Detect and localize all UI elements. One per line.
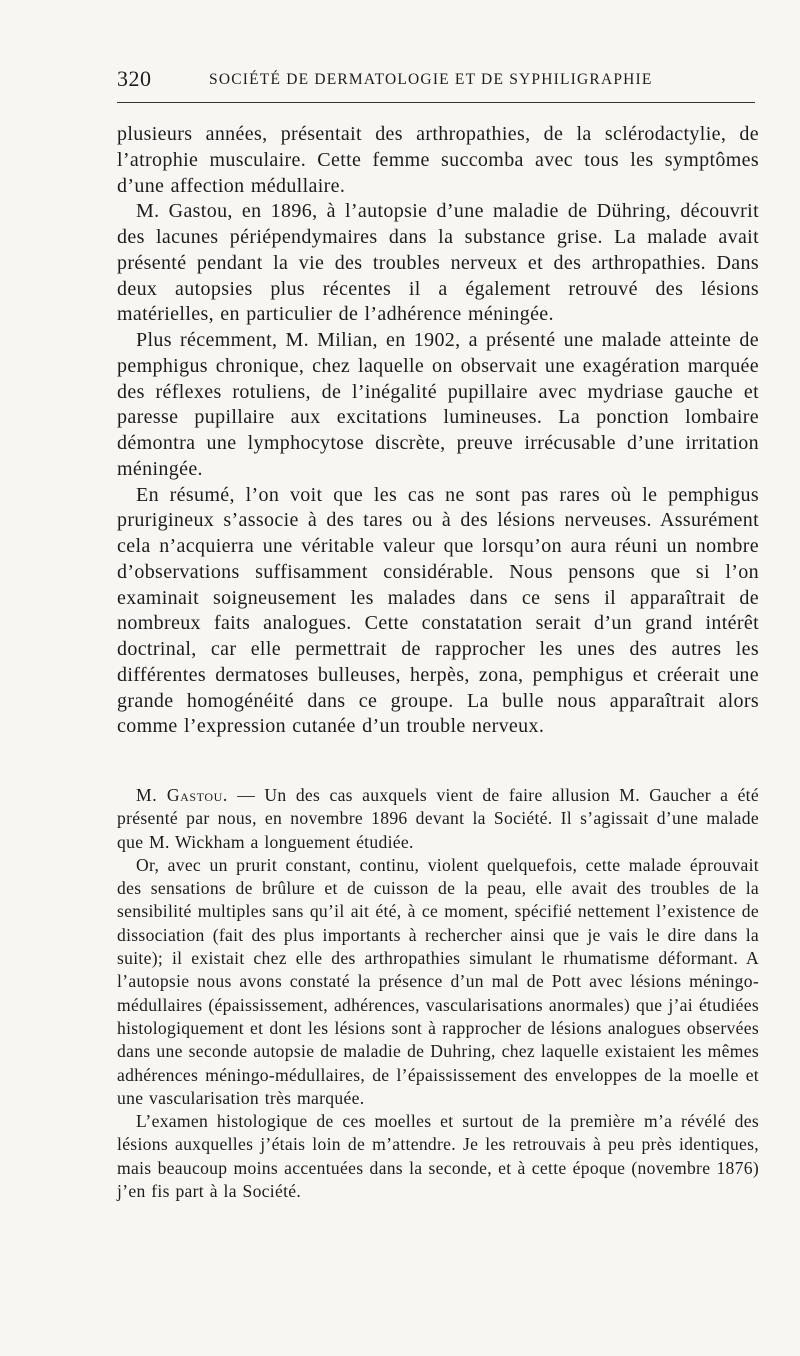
main-text bbox=[117, 122, 759, 740]
paragraph: plusieurs années, présentait des arthropathies, de la sclérodactylie, de l’atrophie musculaire. Cette femme succomba avec tous les symptômes d’une affection médullaire. bbox=[117, 123, 759, 197]
page-header bbox=[117, 64, 757, 98]
page-number: 320 bbox=[117, 66, 152, 91]
speaker-name: M. Gastou. bbox=[136, 785, 228, 805]
discussion-paragraph: L’examen histologique de ces moelles et surtout de la première m’a révélé des lésions auxquelles j’étais loin de m’attendre. Je les retrouvais à peu près identiques, mais beaucoup moins accentuées dans la seconde, et à cette époque (novembre 1876) j’en fis part à la Société. bbox=[117, 1111, 759, 1202]
paragraph: Plus récemment, M. Milian, en 1902, a présenté une malade atteinte de pemphigus chronique, chez laquelle on observait une exagération marquée des réflexes rotuliens, de l’inégalité pupillaire avec mydriase gauche et paresse pupillaire aux excitations lumineuses. La ponction lombaire démontra une lymphocytose discrète, preuve irrécusable d’une irritation méningée. bbox=[117, 329, 759, 480]
header-rule bbox=[117, 102, 755, 103]
running-title: SOCIÉTÉ DE DERMATOLOGIE ET DE SYPHILIGRAPHIE bbox=[209, 71, 653, 88]
discussion-section bbox=[117, 784, 759, 1203]
discussion-text: — Un des cas auxquels vient de faire allusion M. Gaucher a été présenté par nous, en novembre 1896 devant la Société. Il s’agissait d’une malade que M. Wickham a longuement étudiée. bbox=[117, 785, 759, 852]
discussion-paragraph bbox=[117, 784, 759, 854]
paragraph: M. Gastou, en 1896, à l’autopsie d’une maladie de Dühring, découvrit des lacunes périépendymaires dans la substance grise. La malade avait présenté pendant la vie des troubles nerveux et des arthropathies. Dans deux autopsies plus récentes il a également retrouvé des lésions matérielles, en particulier de l’adhérence méningée. bbox=[117, 200, 759, 326]
paragraph: En résumé, l’on voit que les cas ne sont pas rares où le pemphigus prurigineux s’associe à des tares ou à des lésions nerveuses. Assurément cela n’acquierra une véritable valeur que lorsqu’on aura réuni un nombre d’observations suffisamment considérable. Nous pensons que si l’on examinait soigneusement les malades dans ce sens il apparaîtrait de nombreux faits analogues. Cette constatation serait d’un grand intérêt doctrinal, car elle permettrait de rapprocher les unes des autres les différentes dermatoses bulleuses, herpès, zona, pemphigus et créerait une grande homogénéité dans ce groupe. La bulle nous apparaîtrait alors comme l’expression cutanée d’un trouble nerveux. bbox=[117, 483, 759, 738]
discussion-paragraph: Or, avec un prurit constant, continu, violent quelquefois, cette malade éprouvait des sensations de brûlure et de cuisson de la peau, elle avait des troubles de la sensibilité multiples sans qu’il ait été, à ce moment, spécifié nettement l’existence de dissociation (fait des plus importants à rechercher ainsi que je vais le dire dans la suite); il existait chez elle des arthropathies simulant le rhumatisme déformant. A l’autopsie nous avons constaté la présence d’un mal de Pott avec lésions méningo-médullaires (épaississement, adhérences, vascularisations anormales) que j’ai étudiées histologiquement et dont les lésions sont à rapprocher de lésions analogues observées dans une seconde autopsie de maladie de Duhring, chez laquelle existaient les mêmes adhérences méningo-médullaires, de l’épaississement des enveloppes de la moelle et une vascularisation très marquée. bbox=[117, 854, 759, 1108]
